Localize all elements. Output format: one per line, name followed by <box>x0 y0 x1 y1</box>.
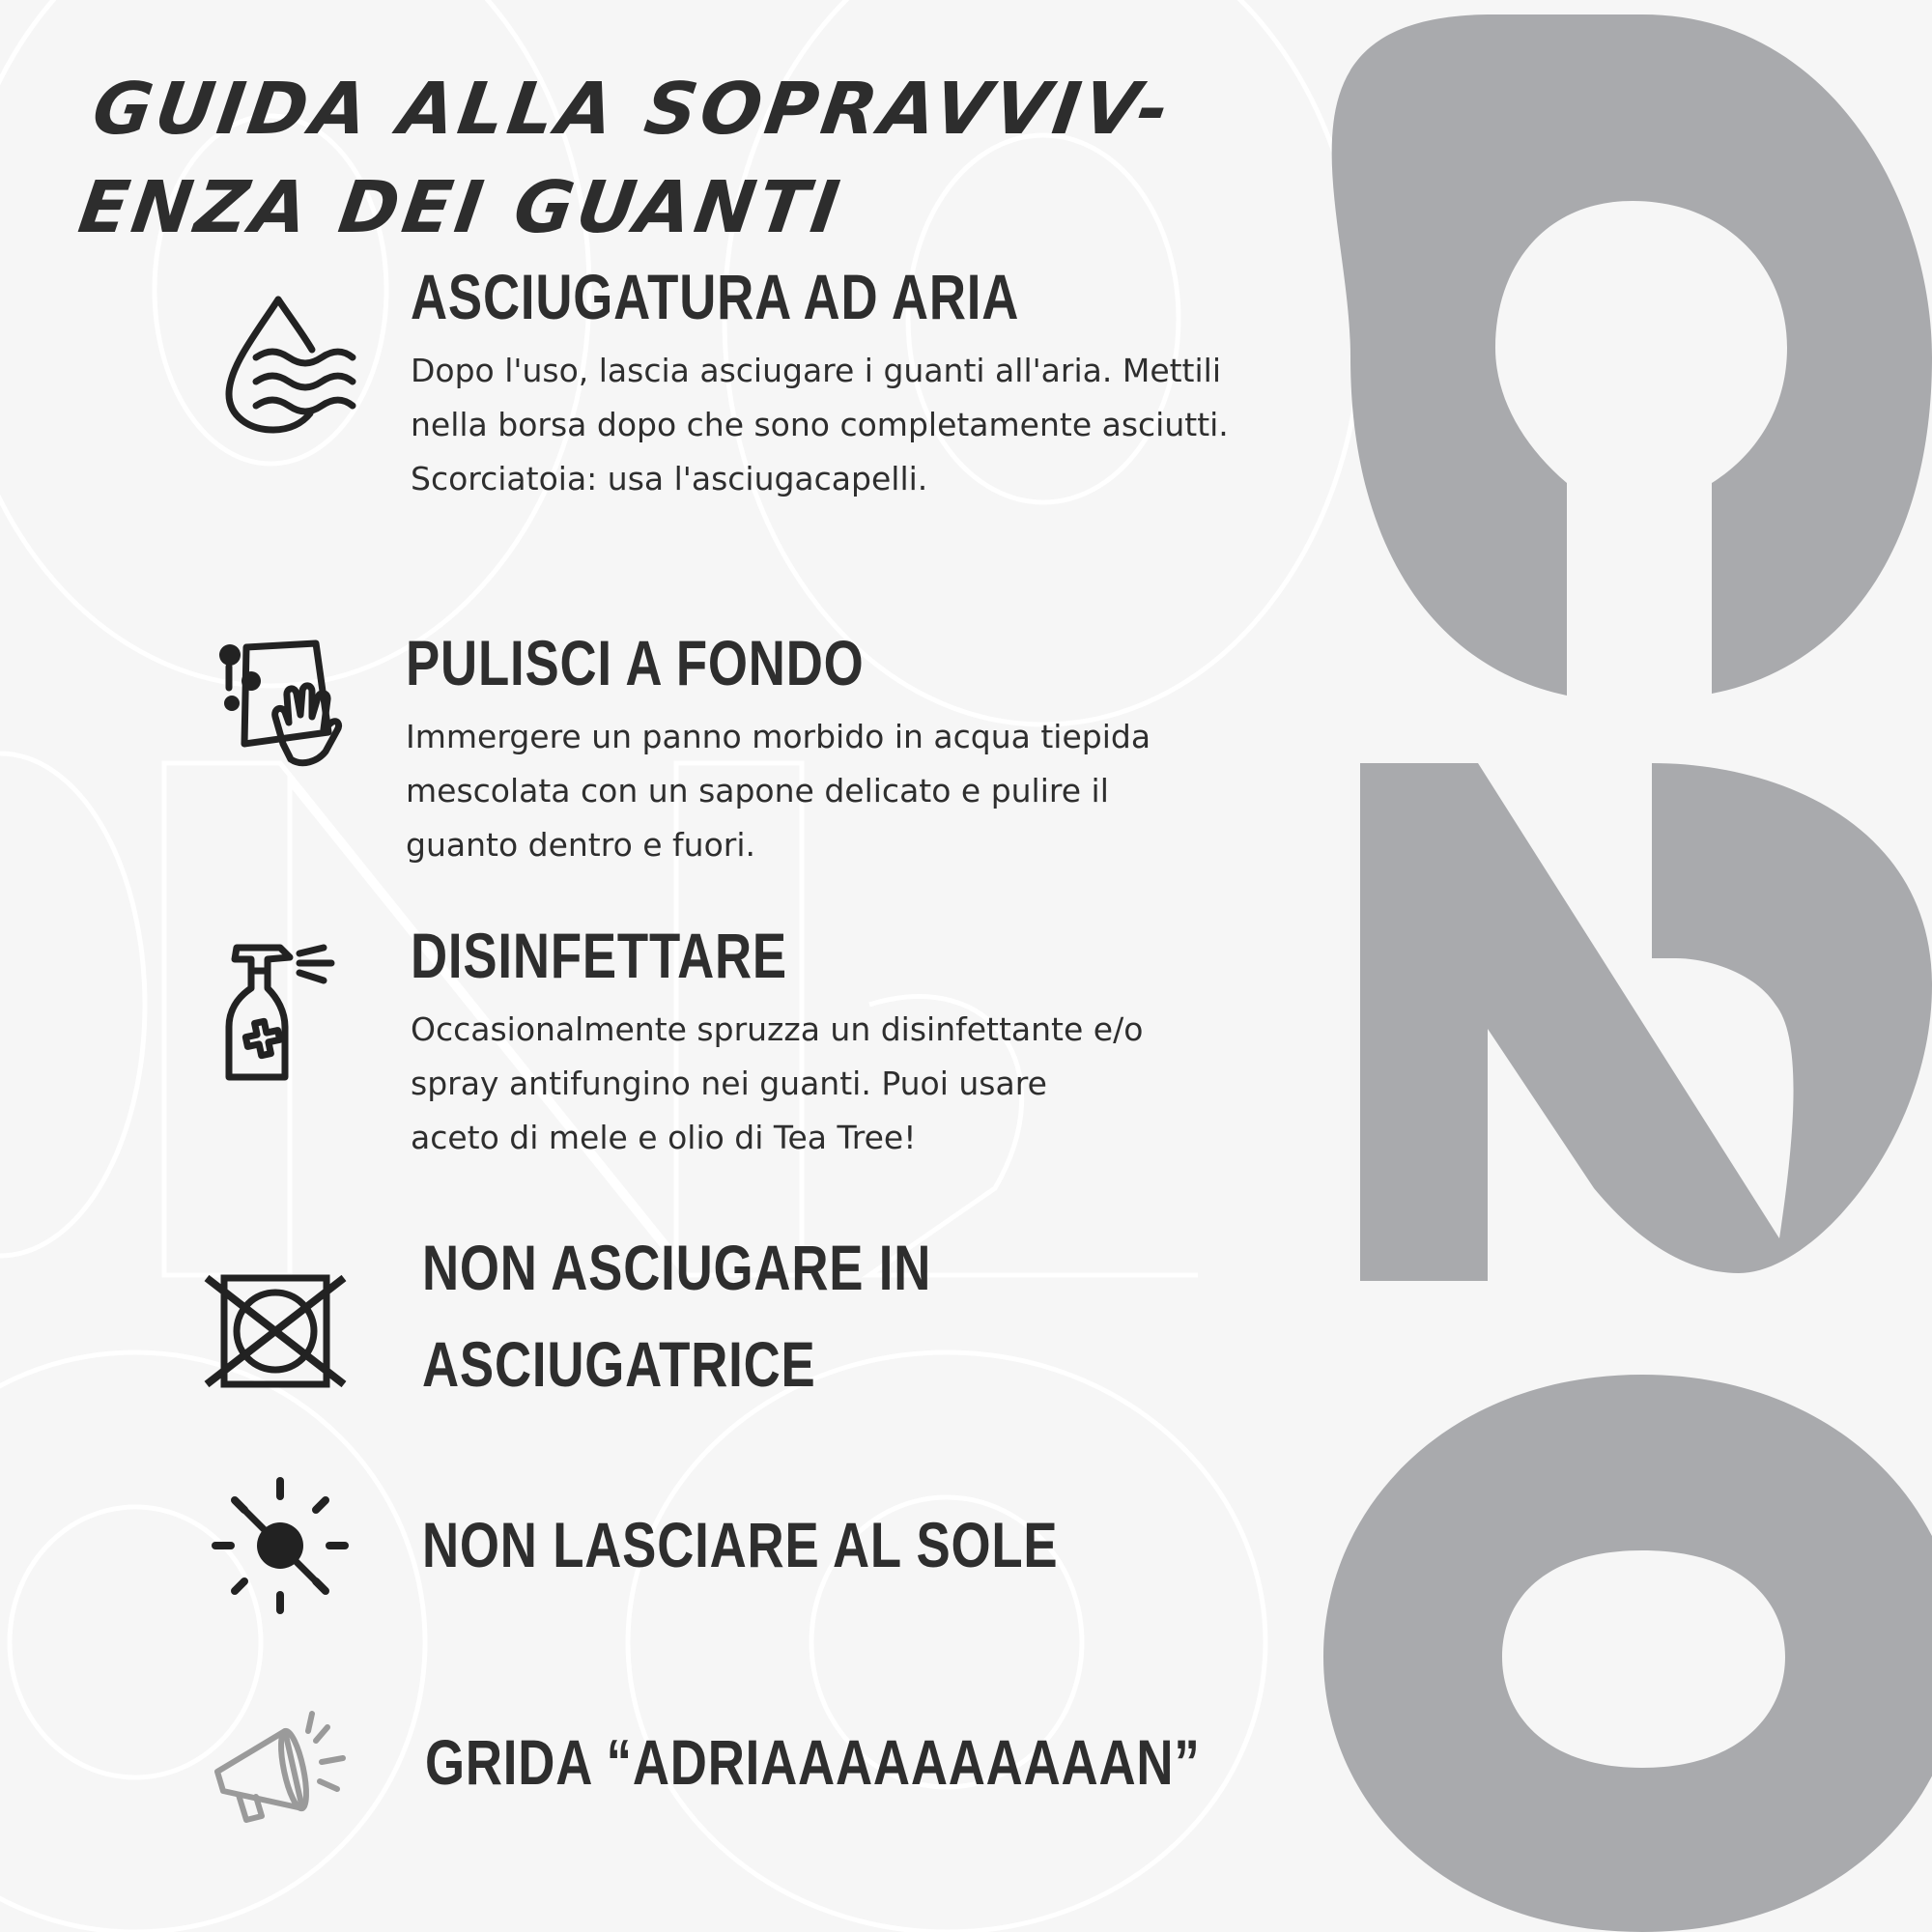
section-disinfect <box>411 908 1143 1165</box>
no-sun-icon <box>208 1473 353 1618</box>
section-heading: NON ASCIUGARE IN ASCIUGATRICE <box>422 1232 932 1400</box>
section-heading: ASCIUGATURA AD ARIA <box>411 261 1020 332</box>
section-clean <box>406 615 1151 872</box>
no-tumble-dry-icon <box>203 1261 348 1406</box>
section-no-dryer <box>422 1219 1098 1412</box>
water-drop-icon <box>217 290 362 435</box>
page-title <box>72 60 1376 257</box>
page-title-line-2: ENZA DEI GUANTI <box>73 166 848 249</box>
section-heading: GRIDA “ADRIAAAAAAAAAAN” <box>425 1726 1201 1798</box>
section-no-sun <box>422 1497 1217 1592</box>
disinfectant-spray-icon <box>208 942 353 1087</box>
section-heading: NON LASCIARE AL SOLE <box>422 1509 1059 1580</box>
section-shout <box>425 1715 1394 1809</box>
section-description: Immergere un panno morbido in acqua tiepida mescolata con un sapone delicato e pulire il guanto dentro e fuori. <box>406 718 1151 864</box>
section-description: Occasionalmente spruzza un disinfettante e/o spray antifungino nei guanti. Puoi usare aceto di mele e olio di Tea Tree! <box>411 1010 1144 1156</box>
section-description: Dopo l'uso, lascia asciugare i guanti all'aria. Mettili nella borsa dopo che sono completamente asciutti. Scorciatoia: usa l'asciugacapelli. <box>411 352 1229 497</box>
megaphone-icon <box>208 1692 353 1837</box>
section-heading: PULISCI A FONDO <box>406 627 865 698</box>
hand-wiping-cloth-icon <box>208 638 353 782</box>
page-title-line-1: GUIDA ALLA SOPRAVVIV- <box>87 68 1178 151</box>
section-air-dry <box>411 249 1229 506</box>
section-heading: DISINFETTARE <box>411 920 787 991</box>
